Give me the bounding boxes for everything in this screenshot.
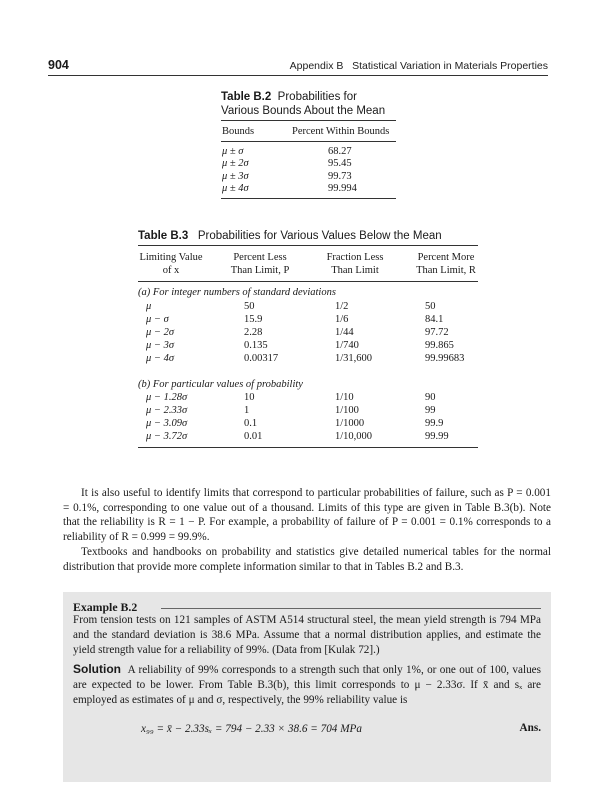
table-b3-fraction: 1/6 <box>335 314 349 325</box>
table-b2-row-bound: μ ± σ <box>222 146 244 157</box>
solution-label: Solution <box>73 662 121 676</box>
table-b3-header-rule <box>138 281 478 282</box>
table-b3-p: 1 <box>244 405 250 416</box>
table-b3-r: 99.99683 <box>425 353 465 364</box>
table-b3-r: 99.865 <box>425 340 454 351</box>
table-b3-col-percent-more <box>402 251 490 277</box>
table-b3-limit: μ <box>146 301 152 312</box>
table-b3-limit: μ − 2.33σ <box>146 405 188 416</box>
table-b2-col-percent: Percent Within Bounds <box>292 126 390 137</box>
example-title: Example B.2 <box>73 600 138 614</box>
table-b2-title-line2: Various Bounds About the Mean <box>221 105 386 117</box>
table-b3-p: 0.1 <box>244 418 258 429</box>
table-b2-row-percent: 68.27 <box>328 146 352 157</box>
table-b3-limit: μ − 2σ <box>146 327 175 338</box>
table-b2-bottom-rule <box>221 198 396 199</box>
table-b3-fraction: 1/44 <box>335 327 354 338</box>
table-b2-row-bound: μ ± 2σ <box>222 158 249 169</box>
table-b3-r: 50 <box>425 301 436 312</box>
table-b3-limit: μ − 3.72σ <box>146 431 188 442</box>
col-header-line: of x <box>162 265 180 276</box>
table-b3-p: 0.135 <box>244 340 268 351</box>
table-b2-header-rule <box>221 141 396 142</box>
table-b3-r: 99 <box>425 405 436 416</box>
table-b3-r: 97.72 <box>425 327 449 338</box>
example-title-rule <box>161 608 541 609</box>
table-b3-limit: μ − 3σ <box>146 340 175 351</box>
col-header-line: Percent Less <box>233 252 287 263</box>
table-b2-row-percent: 95.45 <box>328 158 352 169</box>
table-b2-caption <box>221 90 385 118</box>
table-b3-top-rule <box>138 245 478 246</box>
col-header-line: Than Limit <box>331 265 379 276</box>
solution-text: A reliability of 99% corresponds to a strength such that only 1%, or one out of 100, values are expected to be lower. From Table B.3(b), this limit corresponds to μ − 2.33σ. If x̄ and sₓ are employed as estimates of μ and σ, respectively, the 99% reliability value is <box>73 664 541 706</box>
table-b2-label: Table B.2 <box>221 91 272 103</box>
col-header-line: Fraction Less <box>326 252 384 263</box>
table-b2-row-percent: 99.73 <box>328 171 352 182</box>
table-b3-p: 15.9 <box>244 314 263 325</box>
page-number: 904 <box>48 58 69 72</box>
table-b3-p: 10 <box>244 392 255 403</box>
table-b3-section-b: (b) For particular values of probability <box>138 379 303 390</box>
header-rule <box>48 75 548 76</box>
table-b2-row-percent: 99.994 <box>328 183 357 194</box>
body-paragraph-1: It is also useful to identify limits that correspond to particular probabilities of failure, such as P = 0.001 = 0.1%, corresponding to one value out of a thousand. Limits of this type are given in Table B.3(b). Note that the reliability is R = 1 − P. For example, a probability of failure of P = 0.001 = 0.1% corresponds to a reliability of R = 0.999 = 99.9%. <box>63 487 551 543</box>
table-b2-col-bounds: Bounds <box>222 126 255 137</box>
running-title: Appendix B Statistical Variation in Materials Properties <box>289 60 548 72</box>
table-b3-fraction: 1/100 <box>335 405 359 416</box>
example-box <box>63 592 551 782</box>
table-b3-title: Probabilities for Various Values Below the Mean <box>197 230 442 242</box>
table-b3-section-a: (a) For integer numbers of standard deviations <box>138 287 336 298</box>
table-b2-row-bound: μ ± 3σ <box>222 171 249 182</box>
answer-label: Ans. <box>519 722 541 734</box>
table-b3-bottom-rule <box>138 447 478 448</box>
table-b3-p: 0.01 <box>244 431 263 442</box>
table-b2-top-rule <box>221 120 396 121</box>
table-b3-r: 84.1 <box>425 314 444 325</box>
table-b3-col-percent-less <box>215 251 305 277</box>
col-header-line: Than Limit, R <box>416 265 476 276</box>
table-b3-limit: μ − 3.09σ <box>146 418 188 429</box>
table-b3-col-limit <box>130 251 212 277</box>
table-b3-fraction: 1/10,000 <box>335 431 373 442</box>
table-b2-title-line1: Probabilities for <box>277 91 357 103</box>
table-b3-p: 0.00317 <box>244 353 279 364</box>
table-b3-limit: μ − σ <box>146 314 169 325</box>
col-header-line: Percent More <box>417 252 475 263</box>
example-solution <box>73 662 541 708</box>
table-b3-r: 99.99 <box>425 431 449 442</box>
table-b3-limit: μ − 4σ <box>146 353 175 364</box>
table-b3-p: 2.28 <box>244 327 263 338</box>
table-b3-r: 90 <box>425 392 436 403</box>
col-header-line: Limiting Value <box>139 252 203 263</box>
body-paragraph-2: Textbooks and handbooks on probability and statistics give detailed numerical tables for the normal distribution that provide more complete information similar to that in Tables B.2 and B.3. <box>63 546 551 573</box>
table-b3-fraction: 1/10 <box>335 392 354 403</box>
table-b3-caption <box>138 229 442 243</box>
table-b3-fraction: 1/1000 <box>335 418 365 429</box>
table-b3-r: 99.9 <box>425 418 444 429</box>
table-b3-limit: μ − 1.28σ <box>146 392 188 403</box>
table-b3-fraction: 1/2 <box>335 301 349 312</box>
solution-equation: x₉₉ = x̄ − 2.33sₓ = 794 − 2.33 × 38.6 = 704 MPa <box>141 723 362 735</box>
table-b3-label: Table B.3 <box>138 230 189 242</box>
table-b3-col-fraction-less <box>312 251 398 277</box>
table-b3-fraction: 1/740 <box>335 340 359 351</box>
table-b3-fraction: 1/31,600 <box>335 353 373 364</box>
example-problem: From tension tests on 121 samples of ASTM A514 structural steel, the mean yield strength is 794 MPa and the standard deviation is 38.6 MPa. Assume that a normal distribution applies, and estimate the yield strength value for a reliability of 99%. (Data from [Kulak 72].) <box>73 614 541 656</box>
table-b3-p: 50 <box>244 301 255 312</box>
col-header-line: Than Limit, P <box>230 265 290 276</box>
table-b2-row-bound: μ ± 4σ <box>222 183 249 194</box>
